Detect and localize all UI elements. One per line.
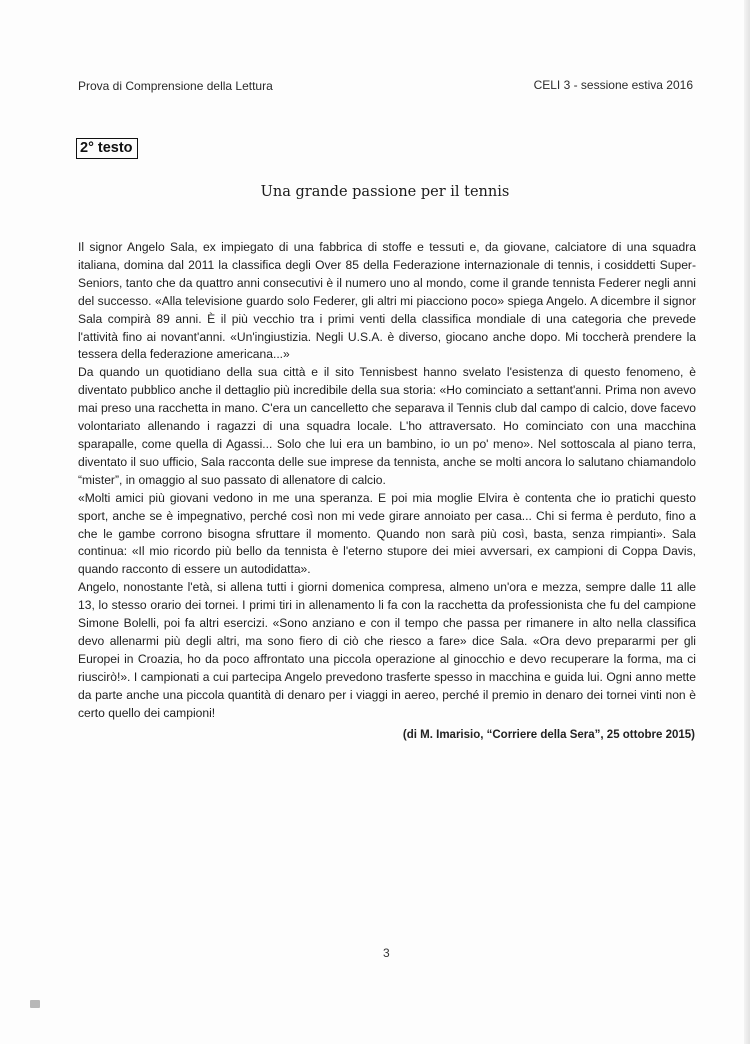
paragraph-1: Il signor Angelo Sala, ex impiegato di una fabbrica di stoffe e tessuti e, da giovane, calciatore di una squadra italiana, domina dal 2011 la classifica degli Over 85 della Federazione internazionale di tennis, i cosiddetti Super-Seniors, tanto che da quattro anni consecutivi è il numero uno al mondo, come il grande tennista Federer negli anni del successo. «Alla televisione guardo solo Federer, gli altri mi piacciono poco» spiega Angelo. A dicembre il signor Sala compirà 89 anni. È il più vecchio tra i primi venti della classifica mondiale di una categoria che prevede l'attività fino ai novant'anni. «Un'ingiustizia. Negli U.S.A. è diverso, giocano anche dopo. Mi toccherà prendere la tessera della federazione americana...» <box>78 240 696 362</box>
paragraph-4: Angelo, nonostante l'età, si allena tutti i giorni domenica compresa, almeno un'ora e mezza, sempre dalle 11 alle 13, lo stesso orario dei tornei. I primi tiri in allenamento li fa con la racchetta da professionista che fu del campione Simone Bolelli, poi fa altri esercizi. «Sono anziano e con il tempo che passa per rimanere in alto nella classifica devo allenarmi più degli altri, ma sono fiero di ciò che riesco a fare» dice Sala. «Ora devo prepararmi per gli Europei in Croazia, ho da poco affrontato una piccola operazione al ginocchio e devo recuperare la forma, ma ci riuscirò!». I campionati a cui partecipa Angelo prevedono trasferte spesso in macchina e guida lui. Ogni anno mette da parte anche una piccola quantità di denaro per i viaggi in aereo, perché il premio in denaro dei tornei vinti non è certo quello dei campioni! <box>78 580 696 720</box>
page-number: 3 <box>383 946 390 960</box>
paragraph-2: Da quando un quotidiano della sua città e il sito Tennisbest hanno svelato l'esistenza di questo fenomeno, è diventato pubblico anche il dettaglio più incredibile della sua storia: «Ho cominciato a settant'anni. Prima non avevo mai preso una racchetta in mano. C'era un cancelletto che separava il Tennis club dal campo di calcio, dove facevo volontariato allenando i ragazzi di una squadra locale. L'ho attraversato. Ho cominciato con una macchina sparapalle, come quella di Agassi... Solo che lui era un bambino, io un po' meno». Nel sottoscala al piano terra, diventato il suo ufficio, Sala racconta delle sue imprese da tennista, anche se molti ancora lo salutano chiamandolo “mister”, in omaggio al suo passato di allenatore di calcio. <box>78 365 696 487</box>
header-session: CELI 3 - sessione estiva 2016 <box>533 78 693 92</box>
paragraph-3: «Molti amici più giovani vedono in me una speranza. E poi mia moglie Elvira è contenta che io pratichi questo sport, anche se è impegnativo, perché così non mi vede girare annoiato per casa... Chi si ferma è perduto, fino a che le gambe corrono bisogna sfruttare il momento. Quando non sarà più così, basta, senza rimpianti». Sala continua: «Il mio ricordo più bello da tennista è l'eterno stupore dei miei avversari, ex campioni di Coppa Davis, quando racconto di essere un autodidatta». <box>78 490 696 577</box>
article-body <box>78 239 696 722</box>
article-credit: (di M. Imarisio, “Corriere della Sera”, 25 ottobre 2015) <box>402 729 695 741</box>
scan-artifact <box>30 1000 40 1008</box>
article-title: Una grande passione per il tennis <box>260 184 510 200</box>
header-exam-title: Prova di Comprensione della Lettura <box>78 79 273 93</box>
section-label: 2° testo <box>76 138 138 159</box>
scan-edge-shadow <box>744 0 750 1044</box>
